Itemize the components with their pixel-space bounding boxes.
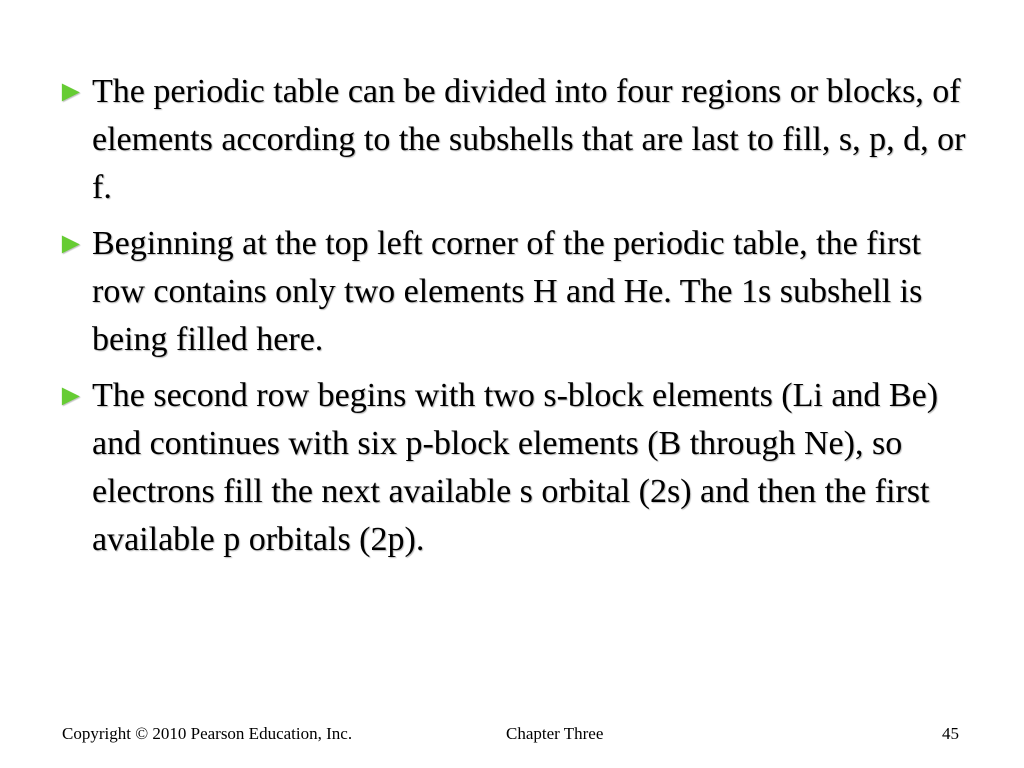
bullet-item-first-row [56,220,976,364]
bullet-arrow-icon: ► [56,75,86,108]
bullet-list [56,68,976,572]
footer-chapter: Chapter Three [506,724,604,743]
footer-page-number: 45 [942,724,959,743]
bullet-arrow-icon: ► [56,227,86,260]
bullet-text: The periodic table can be divided into four regions or blocks, of elements according to the subshells that are last to fill, s, p, d, or f. [92,73,966,206]
bullet-item-second-row [56,372,976,564]
bullet-text: The second row begins with two s-block elements (Li and Be) and continues with six p-block elements (B through Ne), so electrons fill the next available s orbital (2s) and then the first available p orbitals (2p). [92,377,939,558]
footer-copyright: Copyright © 2010 Pearson Education, Inc. [62,724,353,743]
bullet-item-regions [56,68,976,212]
bullet-arrow-icon: ► [56,379,86,412]
bullet-text: Beginning at the top left corner of the periodic table, the first row contains only two elements H and He. The 1s subshell is being filled here. [92,225,923,358]
